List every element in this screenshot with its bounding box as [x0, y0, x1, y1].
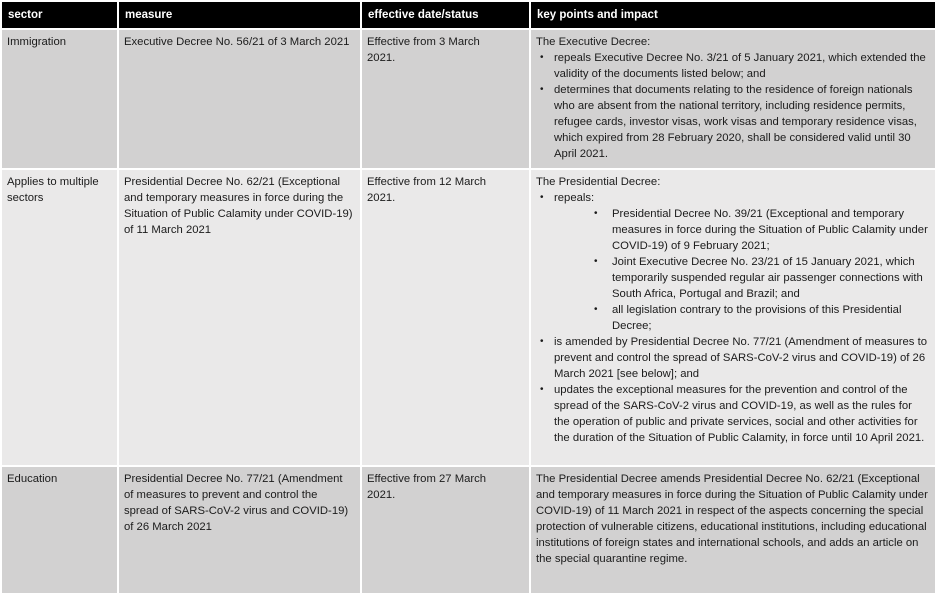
point-text: repeals Executive Decree No. 3/21 of 5 January 2021, which extended the validity of the documents listed below; and [554, 52, 926, 80]
sector-text: Applies to multiple sectors [7, 176, 99, 204]
table-row [2, 467, 935, 593]
bullet-icon: • [540, 192, 544, 203]
key-point-bullet-item [536, 190, 929, 206]
cell-effective [362, 467, 529, 593]
header-row [2, 2, 935, 28]
col-header-measure: measure [119, 2, 360, 28]
effective-text: Effective from 12 March 2021. [367, 176, 487, 204]
point-text: repeals: [554, 192, 595, 204]
cell-measure [119, 467, 360, 593]
key-point-bullet-item [536, 382, 929, 446]
bullet-icon: • [594, 208, 598, 219]
cell-sector [2, 170, 117, 465]
col-header-key-points-and-impact: key points and impact [531, 2, 935, 28]
point-text: is amended by Presidential Decree No. 77/21 (Amendment of measures to prevent and control the spread of SARS-CoV-2 virus and COVID-19) of 26 March 2021 [see below]; and [554, 336, 927, 380]
key-point-bullet-item [536, 50, 929, 82]
bullet-icon: • [540, 336, 544, 347]
sector-text: Immigration [7, 36, 67, 48]
cell-sector [2, 30, 117, 168]
col-header-effective-date-status: effective date/status [362, 2, 529, 28]
cell-key-points [531, 30, 935, 168]
key-point-bullet-item [536, 254, 929, 302]
measure-text: Presidential Decree No. 62/21 (Exceptional and temporary measures in force during the Situation of Public Calamity under COVID-19) of 11 March 2021 [124, 176, 353, 236]
cell-measure [119, 30, 360, 168]
point-text: Joint Executive Decree No. 23/21 of 15 January 2021, which temporarily suspended regular air passenger connections with South Africa, Portugal and Brazil; and [612, 256, 923, 300]
key-point-paragraph [536, 174, 929, 190]
point-text: updates the exceptional measures for the prevention and control of the spread of the SARS-CoV-2 virus and COVID-19, as well as the rules for the operation of public and private services, social and other activities for the duration of the Situation of Public Calamity, in force until 10 April 2021. [554, 384, 925, 444]
effective-text: Effective from 27 March 2021. [367, 473, 487, 501]
cell-measure [119, 170, 360, 465]
cell-key-points [531, 170, 935, 465]
cell-sector [2, 467, 117, 593]
sector-text: Education [7, 473, 58, 485]
key-point-bullet-item [536, 206, 929, 254]
bullet-icon: • [594, 256, 598, 267]
table-body [2, 30, 935, 593]
point-text: The Presidential Decree amends Presidential Decree No. 62/21 (Exceptional and temporary measures in force during the Situation of Public Calamity under COVID-19) of 11 March 2021 in respect of the aspects concerning the special protection of vulnerable citizens, educational institutions, including educational institutions of foreign states and international schools, and adds an article on the special quarantine regime. [536, 473, 928, 565]
point-text: all legislation contrary to the provisions of this Presidential Decree; [612, 304, 902, 332]
table-row [2, 30, 935, 168]
effective-text: Effective from 3 March 2021. [367, 36, 480, 64]
bullet-icon: • [540, 84, 544, 95]
bullet-icon: • [540, 52, 544, 63]
key-point-paragraph [536, 471, 929, 567]
key-point-bullet-item [536, 82, 929, 162]
cell-key-points [531, 467, 935, 593]
measure-text: Presidential Decree No. 77/21 (Amendment of measures to prevent and control the spread of SARS-CoV-2 virus and COVID-19) of 26 March 2021 [124, 473, 349, 533]
key-point-bullet-item [536, 334, 929, 382]
key-point-paragraph [536, 34, 929, 50]
point-text: Presidential Decree No. 39/21 (Exceptional and temporary measures in force during the Situation of Public Calamity under COVID-19) of 9 February 2021; [612, 208, 928, 252]
key-point-bullet-item [536, 302, 929, 334]
point-text: The Executive Decree: [536, 36, 651, 48]
cell-effective [362, 30, 529, 168]
measure-text: Executive Decree No. 56/21 of 3 March 2021 [124, 36, 350, 48]
table-row [2, 170, 935, 465]
point-text: determines that documents relating to the residence of foreign nationals who are absent from the national territory, including residence permits, refugee cards, investor visas, work visas and temporary residence visas, which expired from 28 February 2020, shall be considered valid until 30 April 2021. [554, 84, 917, 160]
bullet-icon: • [594, 304, 598, 315]
point-text: The Presidential Decree: [536, 176, 661, 188]
bullet-icon: • [540, 384, 544, 395]
col-header-sector: sector [2, 2, 117, 28]
cell-effective [362, 170, 529, 465]
